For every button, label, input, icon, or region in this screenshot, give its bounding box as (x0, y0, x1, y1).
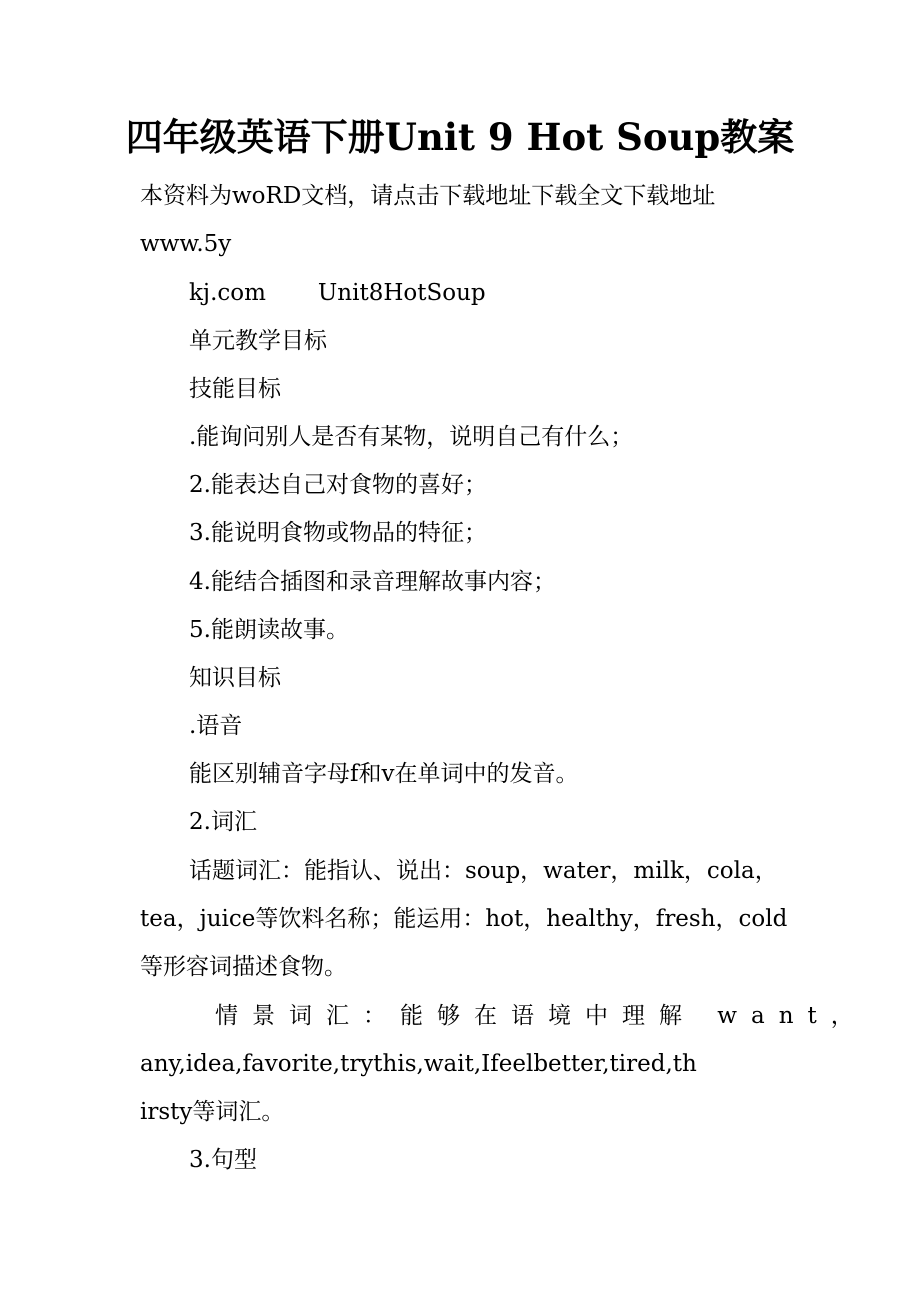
skill-heading: 技能目标 (189, 376, 281, 402)
skill-item: 2.能表达自己对食物的喜好； (189, 472, 487, 498)
intro-url-line: www.5y (140, 231, 232, 257)
phonetics-heading: .语音 (189, 713, 243, 739)
context-vocab-line: any,idea,favorite,trythis,wait,Ifeelbetter,tired,th (140, 1051, 697, 1077)
skill-item: 5.能朗读故事。 (189, 617, 349, 643)
site-unit-line (189, 278, 486, 308)
knowledge-heading: 知识目标 (189, 665, 281, 691)
sentence-heading: 3.句型 (189, 1147, 257, 1173)
unit-goals-heading: 单元教学目标 (189, 328, 327, 354)
skill-item: .能询问别人是否有某物，说明自己有什么； (189, 424, 634, 450)
skill-item: 3.能说明食物或物品的特征； (189, 520, 487, 546)
skill-item: 4.能结合插图和录音理解故事内容； (189, 569, 556, 595)
site-part: kj.com (189, 280, 266, 306)
context-vocab-line: irsty等词汇。 (140, 1099, 285, 1125)
phonetics-text: 能区别辅音字母f和v在单词中的发音。 (189, 761, 579, 787)
intro-line: 本资料为woRD文档，请点击下载地址下载全文下载地址 (140, 183, 716, 209)
topic-vocab-line: 话题词汇：能指认、说出：soup，water，milk，cola， (189, 858, 778, 884)
topic-vocab-line: tea，juice等饮料名称；能运用：hot，healthy，fresh，cold (140, 906, 788, 932)
topic-vocab-line: 等形容词描述食物。 (140, 954, 347, 980)
context-vocab-line: 情景词汇：能够在语境中理解 want， (215, 1003, 868, 1029)
vocab-heading: 2.词汇 (189, 809, 257, 835)
document-title: 四年级英语下册Unit 9 Hot Soup教案 (125, 115, 795, 159)
unit-code: Unit8HotSoup (317, 280, 486, 306)
